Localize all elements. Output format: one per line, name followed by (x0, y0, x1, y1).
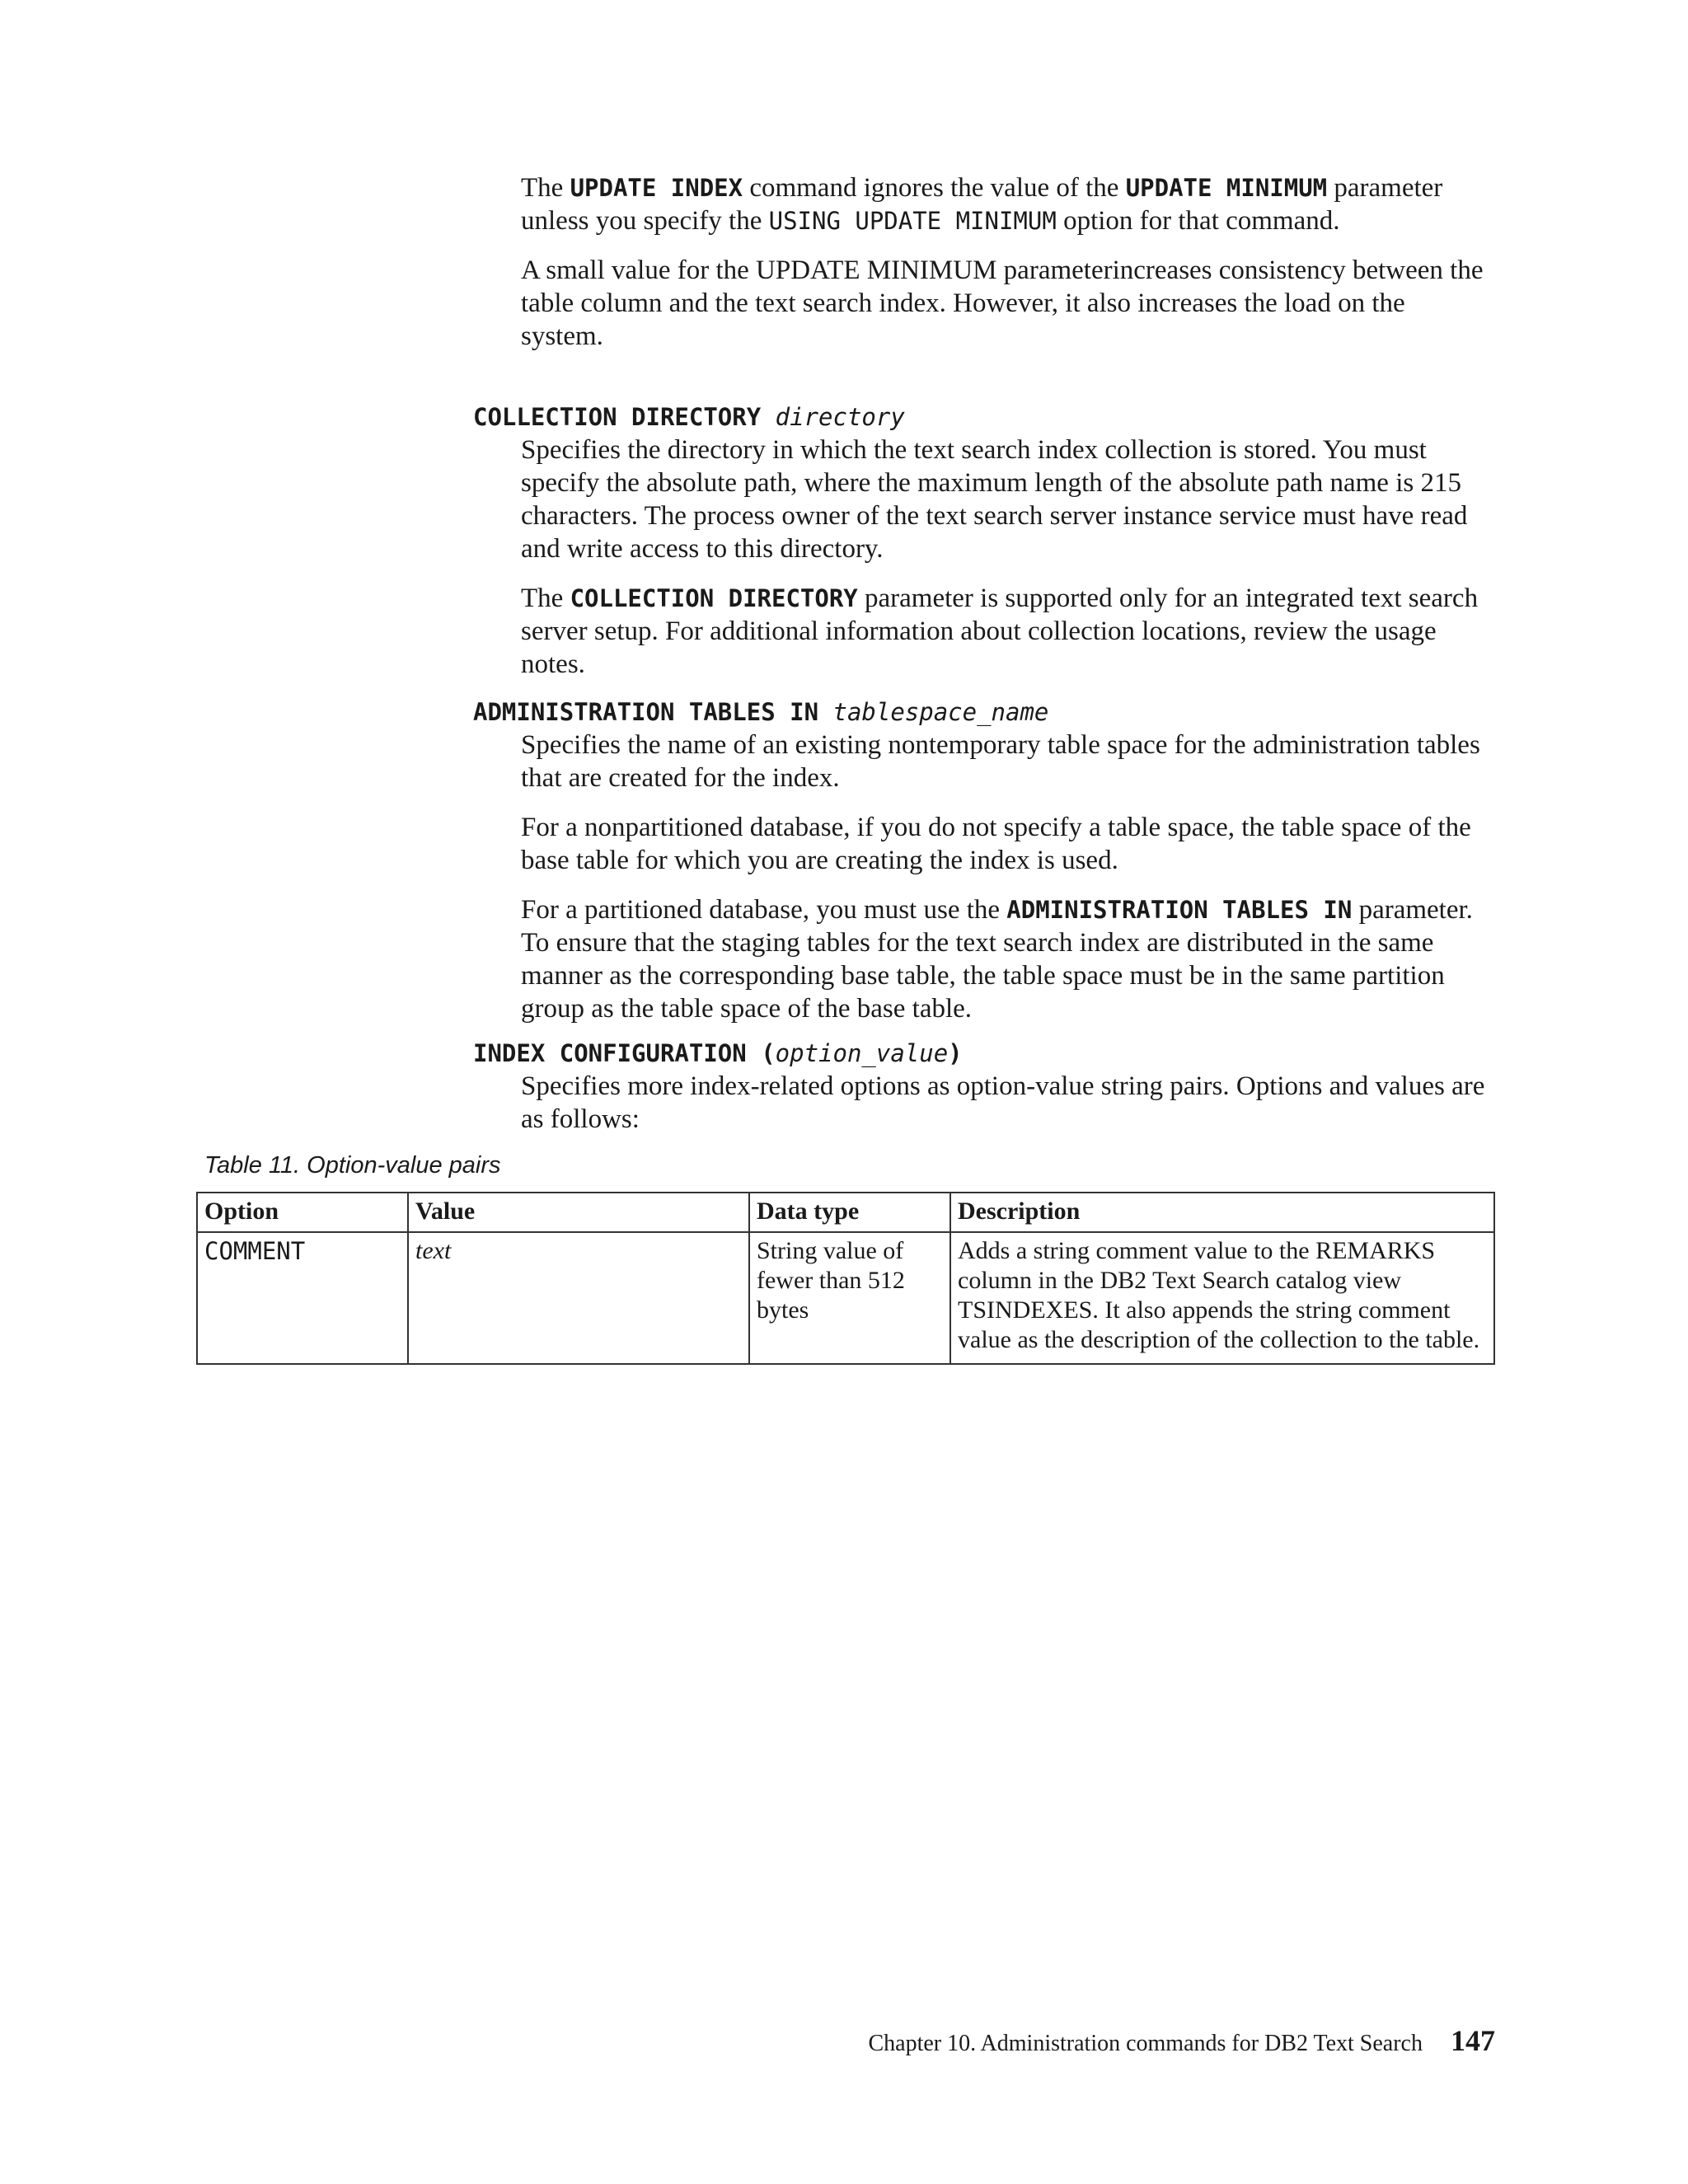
page-number: 147 (1451, 2024, 1495, 2057)
table-row (197, 1232, 1494, 1364)
administration-tables-p2: For a nonpartitioned database, if you do not specify a table space, the table space of the base table for which you are creating the index is used. (521, 813, 1471, 875)
header-value: Value (408, 1193, 749, 1232)
table-header-row (197, 1193, 1494, 1232)
cell-option: COMMENT (197, 1232, 408, 1364)
administration-tables-description (521, 729, 1493, 1042)
cell-value: text (408, 1232, 749, 1364)
header-data-type: Data type (749, 1193, 950, 1232)
index-configuration-description (521, 1070, 1493, 1152)
option-value-table (196, 1192, 1495, 1365)
header-description: Description (950, 1193, 1494, 1232)
page-footer (868, 2024, 1495, 2060)
update-index-note: The UPDATE INDEX command ignores the value of the UPDATE MINIMUM parameter unless you specify the USING UPDATE MINIMUM option for that command. (521, 173, 1443, 236)
administration-tables-p3: For a partitioned database, you must use the ADMINISTRATION TABLES IN parameter. To ensure that the staging tables for the text search index are distributed in the same manner as the corresponding base table, the table space must be in the same partition group as the table space of the base table. (521, 895, 1473, 1024)
footer-chapter-title: Chapter 10. Administration commands for DB2 Text Search (868, 2031, 1423, 2056)
term-index-configuration: INDEX CONFIGURATION (option_value) (473, 1039, 963, 1067)
administration-tables-p1: Specifies the name of an existing nontemporary table space for the administration tables that are created for the index. (521, 730, 1480, 793)
collection-directory-p1: Specifies the directory in which the text search index collection is stored. You must specify the absolute path, where the maximum length of the absolute path name is 215 characters. The process owner of the text search server instance service must have read and write access to this directory. (521, 435, 1468, 564)
index-configuration-p1: Specifies more index-related options as option-value string pairs. Options and values are as follows: (521, 1071, 1485, 1134)
table-caption: Table 11. Option-value pairs (204, 1152, 501, 1179)
cell-description: Adds a string comment value to the REMARKS column in the DB2 Text Search catalog view TSINDEXES. It also appends the string comment value as the description of the collection to the table. (950, 1232, 1494, 1364)
collection-directory-description (521, 434, 1493, 697)
collection-directory-p2: The COLLECTION DIRECTORY parameter is supported only for an integrated text search server setup. For additional information about collection locations, review the usage notes. (521, 583, 1479, 679)
term-collection-directory: COLLECTION DIRECTORY directory (473, 403, 905, 431)
update-minimum-notes (521, 171, 1493, 369)
term-administration-tables-in: ADMINISTRATION TABLES IN tablespace_name (473, 698, 1049, 726)
cell-data-type: String value of fewer than 512 bytes (749, 1232, 950, 1364)
header-option: Option (197, 1193, 408, 1232)
update-minimum-consistency-note: A small value for the UPDATE MINIMUM parameterincreases consistency between the table column and the text search index. However, it also increases the load on the system. (521, 255, 1484, 351)
